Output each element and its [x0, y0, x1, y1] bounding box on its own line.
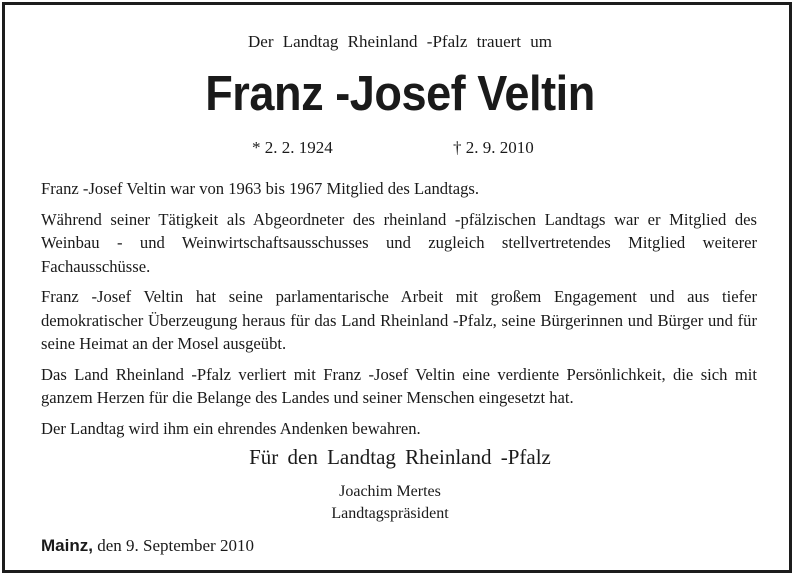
- signer-title: Landtagspräsident: [331, 505, 449, 522]
- signer-block: [0, 481, 780, 525]
- deceased-name: Franz -Josef Veltin: [205, 67, 595, 121]
- notice-date: den 9. September 2010: [92, 536, 254, 555]
- birth-date: * 2. 2. 1924: [252, 138, 333, 157]
- signoff-line: Für den Landtag Rheinland -Pfalz: [249, 445, 551, 469]
- paragraph-loss: Das Land Rheinland -Pfalz verliert mit Franz -Josef Veltin eine verdiente Persönlichkeit, die sich mit ganzem Herzen für die Belange des Landes und seiner Menschen eingesetzt hat.: [41, 364, 757, 407]
- paragraph-engagement: Franz -Josef Veltin hat seine parlamentarische Arbeit mit großem Engagement und aus tiefer demokratischer Überzeugung heraus für das Land Rheinland -Pfalz, seine Bürgerinnen und Bürger und für seine Heimat an der Mosel ausgeübt.: [41, 287, 757, 353]
- paragraph-membership: Franz -Josef Veltin war von 1963 bis 1967 Mitglied des Landtags.: [41, 179, 479, 198]
- paragraph-remembrance: Der Landtag wird ihm ein ehrendes Andenken bewahren.: [41, 418, 421, 438]
- signer-name: Joachim Mertes: [339, 483, 441, 500]
- place-date-line: [41, 536, 254, 556]
- death-date: † 2. 9. 2010: [453, 138, 534, 157]
- place-name: Mainz,: [41, 536, 93, 555]
- notice-body: [41, 177, 757, 447]
- paragraph-committee: Während seiner Tätigkeit als Abgeordneter des rheinland -pfälzischen Landtags war er Mitglied des Weinbau - und Weinwirtschaftsausschusses und zugleich stellvertretendes Mitglied weiterer Fachausschüsse.: [41, 209, 757, 276]
- intro-line: Der Landtag Rheinland -Pfalz trauert um: [248, 32, 552, 51]
